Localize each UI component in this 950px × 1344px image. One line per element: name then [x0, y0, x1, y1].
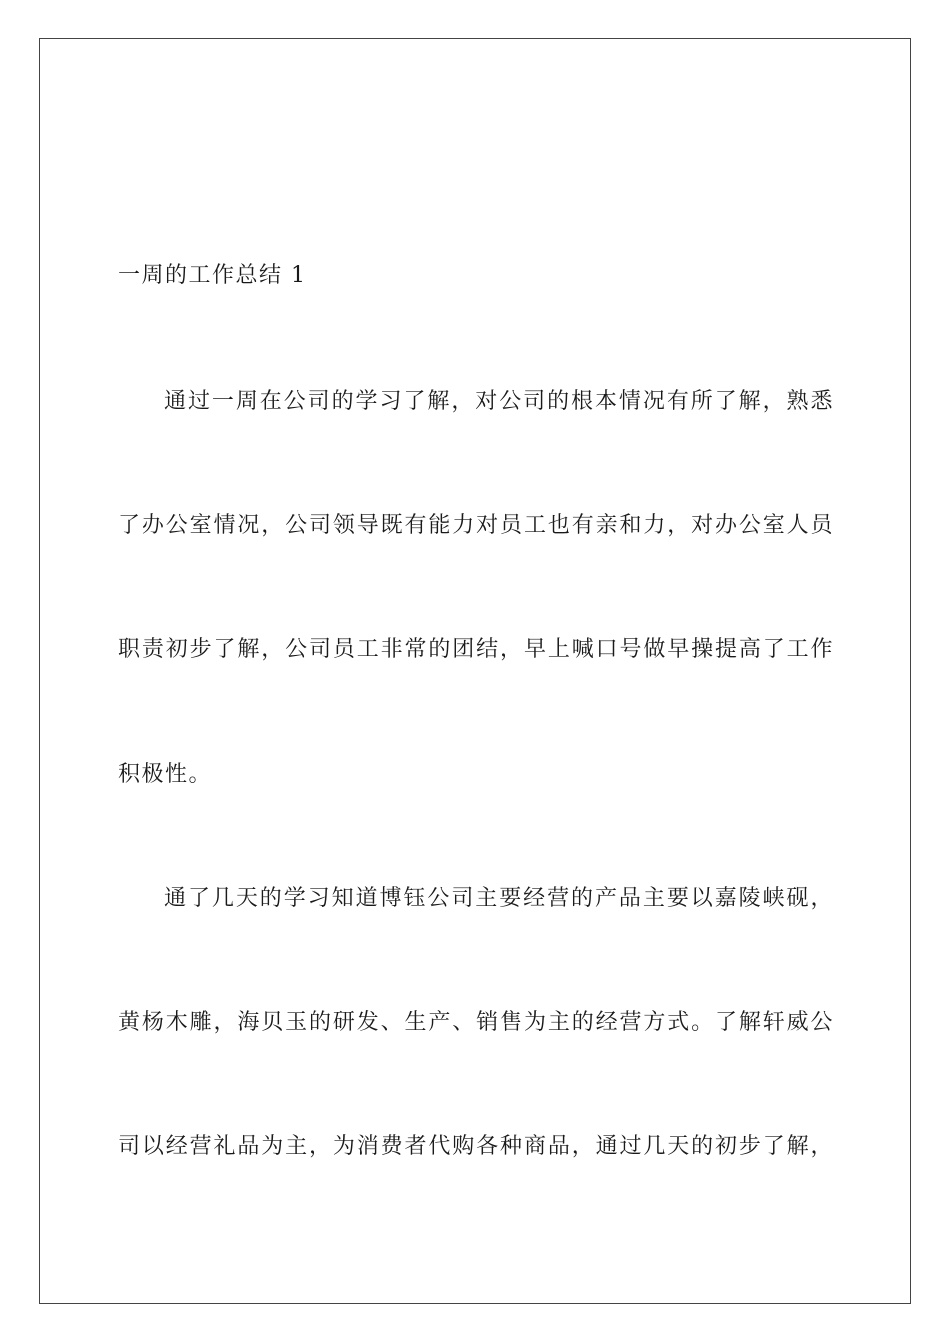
document-title: 一周的工作总结 1	[118, 263, 307, 288]
paragraph-1-line-3: 职责初步了解，公司员工非常的团结，早上喊口号做早操提高了工作	[118, 637, 834, 662]
paragraph-1-line-2: 了办公室情况，公司领导既有能力对员工也有亲和力，对办公室人员	[118, 513, 834, 538]
paragraph-2-line-3: 司以经营礼品为主，为消费者代购各种商品，通过几天的初步了解，	[118, 1134, 834, 1159]
paragraph-1-line-4: 积极性。	[118, 762, 213, 787]
paragraph-2-line-1: 通了几天的学习知道博钰公司主要经营的产品主要以嘉陵峡砚，	[164, 886, 834, 911]
paragraph-2-line-2: 黄杨木雕，海贝玉的研发、生产、销售为主的经营方式。了解轩威公	[118, 1010, 834, 1035]
page-border	[39, 38, 911, 1304]
paragraph-1-line-1: 通过一周在公司的学习了解，对公司的根本情况有所了解，熟悉	[164, 389, 834, 414]
